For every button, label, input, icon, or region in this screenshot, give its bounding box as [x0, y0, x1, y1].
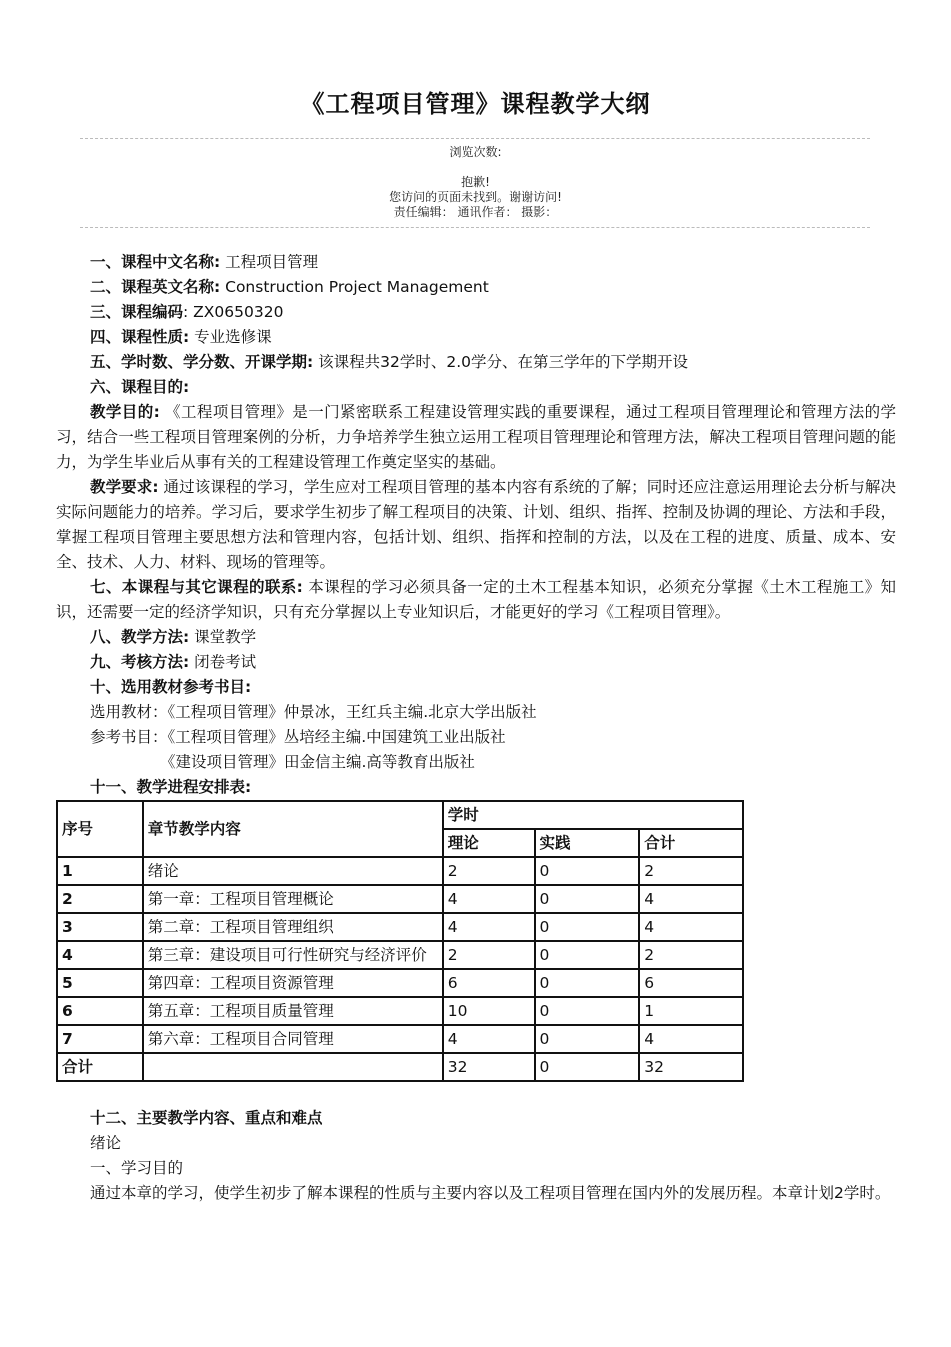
hours-value: 该课程共32学时、2.0学分、在第三学年的下学期开设 [313, 353, 689, 371]
goal-label: 六、课程目的: [90, 378, 190, 396]
table-row [57, 885, 743, 913]
sum-practice: 0 [535, 1053, 640, 1081]
nature-label: 四、课程性质: [90, 328, 190, 346]
cn-name-label: 一、课程中文名称: [90, 253, 221, 271]
cell-content: 第一章：工程项目管理概论 [143, 885, 443, 913]
hours-label: 五、学时数、学分数、开课学期: [90, 353, 314, 371]
spacer [56, 1082, 896, 1106]
table-row [57, 857, 743, 885]
hours-line [56, 350, 896, 375]
cell-theory: 4 [443, 1025, 535, 1053]
cell-theory: 2 [443, 941, 535, 969]
cell-practice: 0 [535, 885, 640, 913]
schedule-heading [56, 775, 896, 800]
sum-total: 32 [639, 1053, 743, 1081]
section12-intro: 绪论 [90, 1134, 122, 1152]
goal-line [56, 375, 896, 400]
textbook-line: 选用教材：《工程项目管理》仲景冰，王红兵主编.北京大学出版社 [90, 703, 537, 721]
cell-content: 第三章：建设项目可行性研究与经济评价 [143, 941, 443, 969]
exam-value: 闭卷考试 [189, 653, 257, 671]
header-total: 合计 [639, 829, 743, 857]
en-name-value: Construction Project Management [220, 278, 489, 296]
cell-practice: 0 [535, 1025, 640, 1053]
teach-goal-paragraph [56, 400, 896, 475]
table-row [57, 913, 743, 941]
credits-line: 责任编辑： 通讯作者： 摄影： [393, 205, 558, 219]
view-count: 浏览次数: [449, 145, 502, 159]
teach-goal-text: 《工程项目管理》是一门紧密联系工程建设管理实践的重要课程，通过工程项目管理理论和管理方法的学习，结合一些工程项目管理案例的分析，力争培养学生独立运用工程项目管理理论和管理方法，解决工程项目管理问题的能力，为学生毕业后从事有关的工程建设管理工作奠定坚实的基础。 [56, 403, 896, 471]
cell-total: 2 [639, 857, 743, 885]
section12-sub1: 一、学习目的 [90, 1159, 184, 1177]
cell-no: 6 [57, 997, 143, 1025]
relation-text: 本课程的学习必须具备一定的土木工程基本知识，必须充分掌握《土木工程施工》知识，还需要一定的经济学知识，只有充分掌握以上专业知识后，才能更好的学习《工程项目管理》。 [56, 578, 897, 621]
table-row [57, 969, 743, 997]
table-row [57, 941, 743, 969]
cell-theory: 4 [443, 913, 535, 941]
sum-content [143, 1053, 443, 1081]
cell-no: 1 [57, 857, 143, 885]
cell-practice: 0 [535, 997, 640, 1025]
cell-theory: 6 [443, 969, 535, 997]
table-row [57, 1025, 743, 1053]
relation-label: 七、本课程与其它课程的联系: [90, 578, 303, 596]
not-found-text: 您访问的页面未找到。谢谢访问! [389, 190, 562, 204]
cell-practice: 0 [535, 941, 640, 969]
cell-practice: 0 [535, 969, 640, 997]
method-line [56, 625, 896, 650]
exam-label: 九、考核方法: [90, 653, 190, 671]
header-content: 章节教学内容 [143, 801, 443, 857]
section12-text: 通过本章的学习，使学生初步了解本课程的性质与主要内容以及工程项目管理在国内外的发展历程。本章计划2学时。 [90, 1184, 891, 1202]
en-name-label: 二、课程英文名称: [90, 278, 221, 296]
cell-total: 4 [639, 913, 743, 941]
reference-line-1: 参考书目：《工程项目管理》丛培经主编.中国建筑工业出版社 [90, 728, 506, 746]
code-value: : ZX0650320 [183, 303, 284, 321]
cell-total: 4 [639, 885, 743, 913]
cell-practice: 0 [535, 913, 640, 941]
en-name-line [56, 275, 896, 300]
nature-value: 专业选修课 [189, 328, 272, 346]
sum-label: 合计 [57, 1053, 143, 1081]
divider-top [80, 138, 870, 139]
teach-req-text: 通过该课程的学习，学生应对工程项目管理的基本内容有系统的了解；同时还应注意运用理论去分析与解决实际问题能力的培养。学习后，要求学生初步了解工程项目的决策、计划、组织、指挥、控制及协调的理论、方法和手段，掌握工程项目管理主要思想方法和管理内容，包括计划、组织、指挥和控制的方法，以及在工程的进度、质量、成本、安全、技术、人力、材料、现场的管理等。 [56, 478, 896, 571]
table-row [57, 997, 743, 1025]
sum-theory: 32 [443, 1053, 535, 1081]
schedule-table [56, 800, 744, 1082]
cell-total: 4 [639, 1025, 743, 1053]
header-theory: 理论 [443, 829, 535, 857]
cell-content: 第二章：工程项目管理组织 [143, 913, 443, 941]
code-line [56, 300, 896, 325]
cn-name-line [56, 250, 896, 275]
cell-no: 3 [57, 913, 143, 941]
cell-theory: 4 [443, 885, 535, 913]
cell-no: 2 [57, 885, 143, 913]
header-hours: 学时 [443, 801, 743, 829]
nature-line [56, 325, 896, 350]
cell-content: 绪论 [143, 857, 443, 885]
teach-req-label: 教学要求: [90, 478, 159, 496]
header-practice: 实践 [535, 829, 640, 857]
teach-req-paragraph [56, 475, 896, 575]
books-line [56, 675, 896, 700]
method-label: 八、教学方法: [90, 628, 190, 646]
teach-goal-label: 教学目的: [90, 403, 160, 421]
code-label: 三、课程编码 [90, 303, 184, 321]
section12-label: 十二、主要教学内容、重点和难点 [90, 1109, 323, 1127]
section12-heading [56, 1106, 896, 1131]
exam-line [56, 650, 896, 675]
cell-total: 6 [639, 969, 743, 997]
cell-content: 第五章：工程项目质量管理 [143, 997, 443, 1025]
cell-no: 4 [57, 941, 143, 969]
sorry-text: 抱歉! [461, 175, 490, 189]
cell-content: 第四章：工程项目资源管理 [143, 969, 443, 997]
method-value: 课堂教学 [189, 628, 257, 646]
page-title: 《工程项目管理》课程教学大纲 [300, 90, 651, 118]
cell-no: 7 [57, 1025, 143, 1053]
reference-line-2: 《建设项目管理》田金信主编.高等教育出版社 [160, 753, 475, 771]
cell-no: 5 [57, 969, 143, 997]
relation-paragraph [56, 575, 896, 625]
cn-name-value: 工程项目管理 [220, 253, 319, 271]
divider-bottom [80, 227, 870, 228]
schedule-label: 十一、教学进程安排表: [90, 778, 252, 796]
cell-practice: 0 [535, 857, 640, 885]
cell-theory: 10 [443, 997, 535, 1025]
cell-total: 2 [639, 941, 743, 969]
table-sum-row [57, 1053, 743, 1081]
cell-total: 1 [639, 997, 743, 1025]
syllabus-body [56, 250, 896, 1206]
cell-content: 第六章：工程项目合同管理 [143, 1025, 443, 1053]
books-label: 十、选用教材参考书目: [90, 678, 252, 696]
table-header-row [57, 801, 743, 829]
cell-theory: 2 [443, 857, 535, 885]
header-no: 序号 [57, 801, 143, 857]
